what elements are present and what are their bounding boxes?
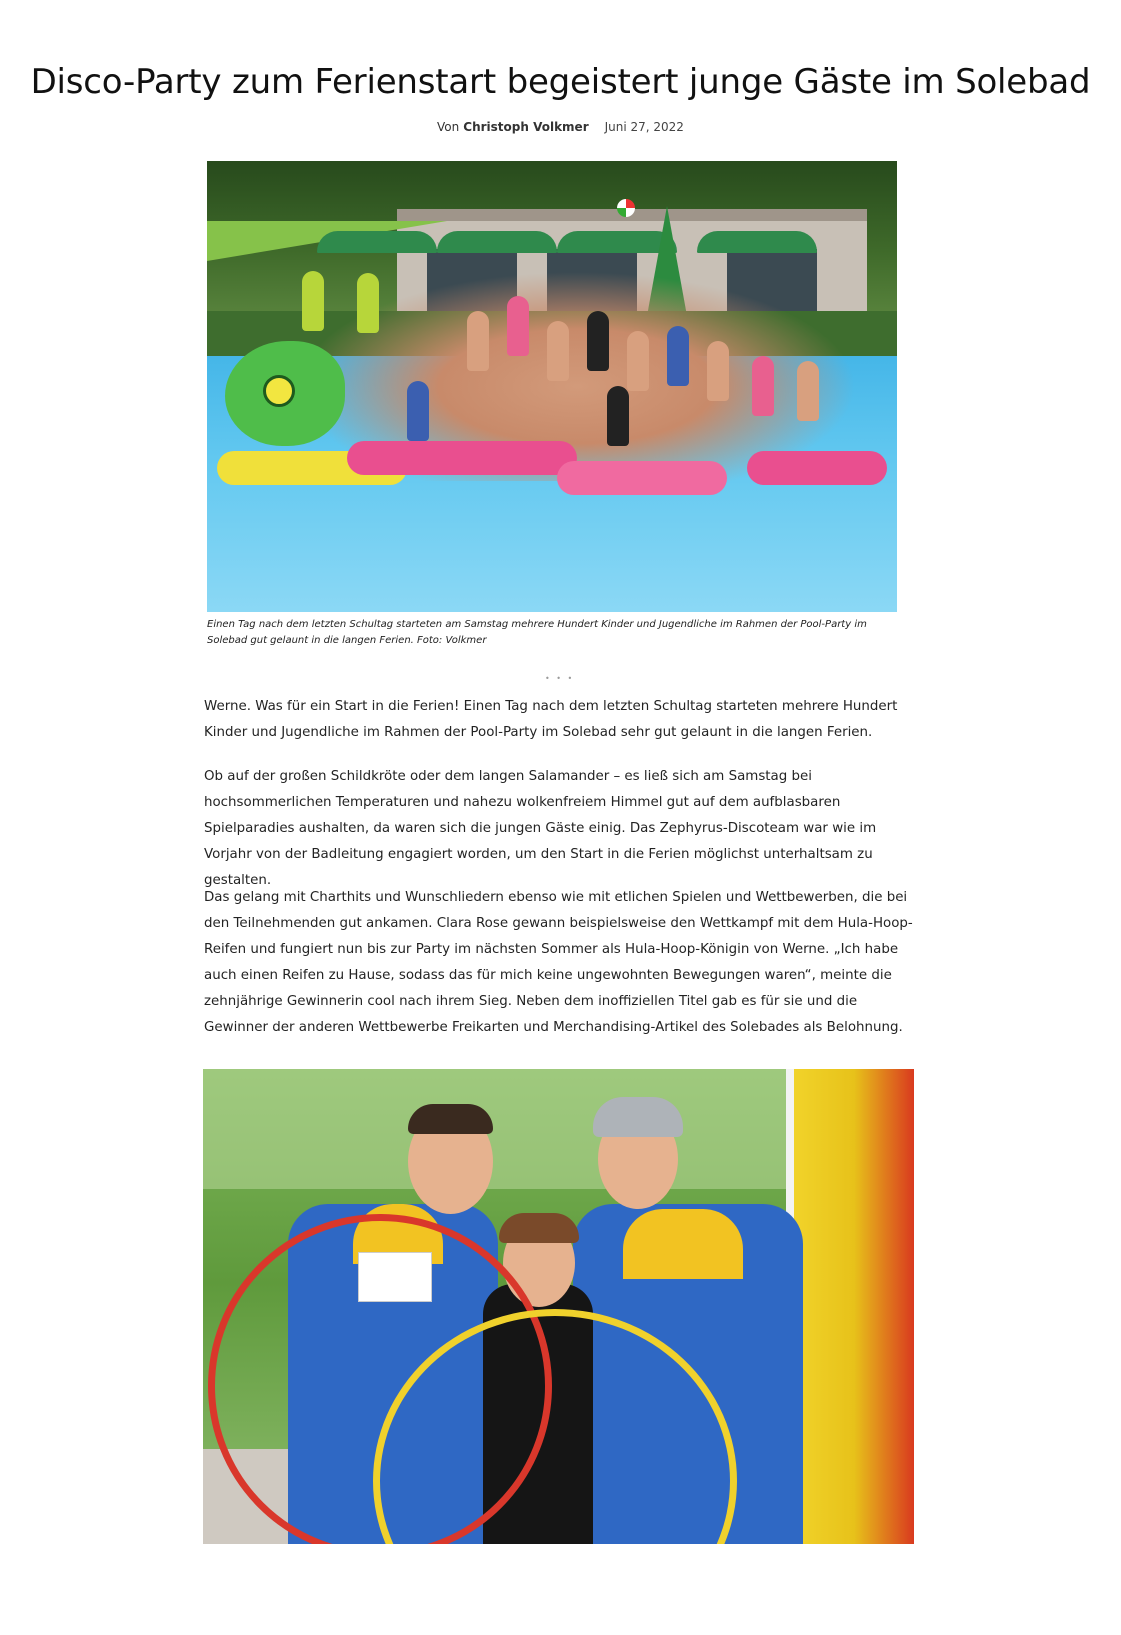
photo-caption: Einen Tag nach dem letzten Schultag starteten am Samstag mehrere Hundert Kinder und Jugendliche im Rahmen der Pool-Party im Solebad gut gelaunt in die langen Ferien. Foto: Volkmer [207,619,867,646]
photo-umbrella [317,231,437,253]
photo-umbrella [557,231,677,253]
photo-microphone [643,1219,665,1259]
photo-umbrella [697,231,817,253]
hula-hoop-winner-photo [203,1069,914,1544]
photo-float [557,461,727,495]
article-meta [0,120,1121,134]
article-title: Disco-Party zum Ferienstart begeistert junge Gäste im Solebad [30,62,1091,102]
photo-salamander-float [225,341,345,446]
article-paragraph: Das gelang mit Charthits und Wunschliedern ebenso wie mit etlichen Spielen und Wettbewerben, die bei den Teilnehmenden gut ankamen. Clara Rose gewann beispielsweise den Wettkampf mit dem Hula-Hoop-Reifen und fungiert nun bis zur Party im nächsten Sommer als Hula-Hoop-Königin von Werne. „Ich habe auch einen Reifen zu Hause, sodass das für mich keine ungewohnten Bewegungen waren“, meinte die zehnjährige Gewinnerin cool nach ihrem Sieg. Neben dem inoffiziellen Titel gab es für sie und die Gewinner der anderen Wettbewerbe Freikarten und Merchandising-Artikel des Solebades als Belohnung. [204,890,913,1035]
pool-party-photo [207,161,897,612]
photo-float [747,451,887,485]
photo-cap [593,1097,683,1137]
article-paragraph: Werne. Was für ein Start in die Ferien! Einen Tag nach dem letzten Schultag starteten mehrere Hundert Kinder und Jugendliche im Rahmen der Pool-Party im Solebad sehr gut gelaunt in die langen Ferien. [204,699,898,740]
photo-float [347,441,577,475]
photo-banner [794,1069,914,1544]
byline-prefix: Von [437,120,460,134]
article-paragraph: Ob auf der großen Schildkröte oder dem langen Salamander – es ließ sich am Samstag bei hochsommerlichen Temperaturen und nahezu wolkenfreiem Himmel gut auf dem aufblasbaren Spielparadies aushalten, da waren sich die jungen Gäste einig. Das Zephyrus-Discoteam war wie im Vorjahr von der Badleitung engagiert worden, um den Start in die Ferien möglichst unterhaltsam zu gestalten. [204,769,877,888]
photo-umbrella [437,231,557,253]
publish-date: Juni 27, 2022 [604,120,684,134]
carousel-dots: • • • [545,674,575,683]
author-link[interactable]: Christoph Volkmer [463,120,589,134]
photo-beachball [617,199,635,217]
